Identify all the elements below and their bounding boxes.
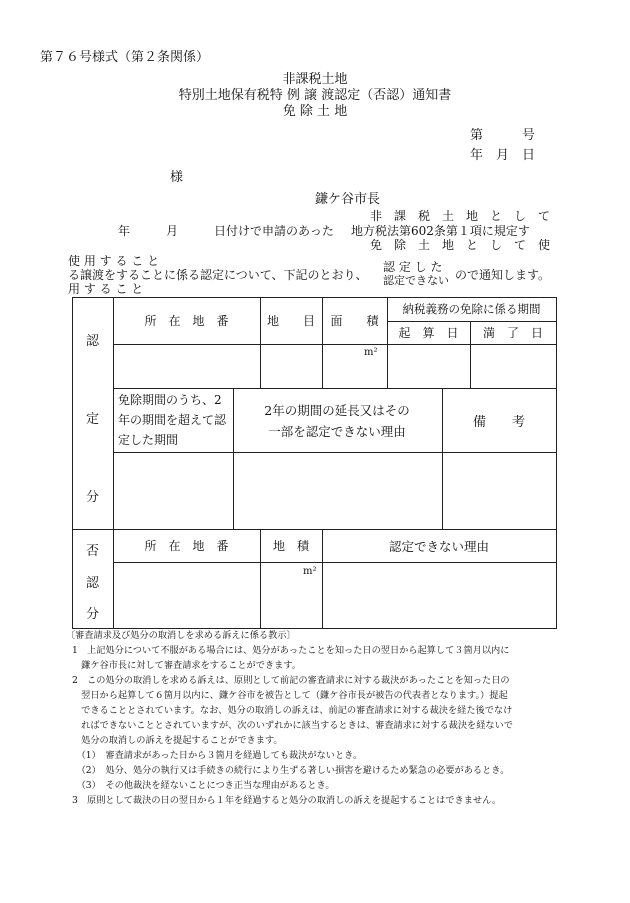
notice-line: 処分の取消しの訴えを提起することができます。	[72, 735, 283, 746]
option-approved: 認 定 し た	[383, 260, 443, 274]
notice-line: できることとされています。なお、処分の取消しの訴えは、前記の審査請求に対する裁決を経た後でなけ	[72, 705, 513, 716]
section-denied-char-1: 否	[86, 544, 100, 559]
appeal-notice	[66, 628, 582, 808]
notice-line: 1 上記処分について不服がある場合には、処分があったことを知った日の翌日から起算して３箇月以内に	[72, 645, 510, 656]
determination-table	[72, 297, 557, 629]
notice-line: 翌日から起算して６箇月以内に、鎌ケ谷市を被告として（鎌ケ谷市長が被告の代表者となります。）提起	[72, 690, 508, 701]
notice-line: 2 この処分の取消しを求める訴えは、原則として前記の審査請求に対する裁決があったことを知った日の	[72, 675, 510, 686]
issuer-name: 鎌ケ谷市長	[315, 192, 381, 207]
form-number: 第７６号様式（第２条関係）	[40, 50, 210, 65]
statement-ending: ので通知します。	[455, 268, 551, 282]
section-denied-char-3: 分	[86, 607, 100, 622]
law-reference: 地方税法第602条第１項に規定す	[351, 224, 530, 238]
denied-header-reason: 認定できない理由	[388, 538, 489, 554]
notice-line: 3 原則として裁決の日の翌日から１年を経過すると処分の取消しの訴えを提起することはできません。	[72, 795, 502, 806]
section-approved-char-2: 定	[86, 412, 100, 427]
main-statement: る譲渡をすることに係る認定について、下記のとおり、	[68, 268, 368, 282]
header-start-date: 起 算 日	[398, 326, 459, 340]
title-line-exempt: 免 除 土 地	[282, 104, 348, 119]
application-date-text: 年 月 日付けで申請のあった	[118, 224, 334, 238]
denied-header-location: 所 在 地 番	[144, 539, 229, 553]
section-approved-char-1: 認	[86, 334, 100, 349]
appeal-notice-heading: 〔審査請求及び処分の取消しを求める訴えに係る教示〕	[66, 630, 296, 641]
addressee-suffix: 様	[170, 170, 184, 185]
header-area: 面 積	[330, 314, 379, 328]
document-title: 特別土地保有税特 例 譲 渡認定（否認）通知書	[178, 88, 452, 103]
option-denied: 認定できない	[383, 274, 449, 287]
option-exempt-land: 免 除 土 地 と し て 使	[370, 238, 551, 252]
header-location: 所 在 地 番	[144, 314, 229, 328]
section-denied-char-2: 認	[86, 576, 100, 591]
notice-line: ればできないこととされていますが、次のいずれかに該当するときは、審査請求に対する裁決を経ないで	[72, 720, 513, 731]
header-extended-period: 免除期間のうち、2年の期間を超えて認定した期間	[118, 393, 227, 447]
header-remarks: 備 考	[472, 414, 525, 430]
option-use-line: 使 用 す る こ と	[68, 254, 160, 268]
header-exemption-period: 納税義務の免除に係る期間	[402, 302, 541, 316]
document-number: 第 号	[470, 128, 536, 143]
area-unit: m²	[364, 347, 378, 358]
header-end-date: 満 了 日	[482, 326, 543, 340]
denied-area-unit: m²	[303, 566, 317, 577]
issue-date: 年 月 日	[470, 148, 536, 163]
notice-line: 鎌ケ谷市長に対して審査請求をすることができます。	[72, 660, 301, 671]
denied-header-area: 地 積	[272, 539, 309, 553]
header-land-category: 地 目	[266, 314, 315, 328]
section-approved-char-3: 分	[86, 490, 100, 505]
title-line-nontax: 非課税土地	[282, 72, 348, 87]
notice-line: （3） その他裁決を経ないことにつき正当な理由があるとき。	[72, 780, 335, 791]
header-extension-reason: 2年の期間の延長又はその一部を認定できない理由	[264, 403, 410, 439]
notice-line: （2） 処分、処分の執行又は手続きの続行により生ずる著しい損害を避けるため緊急の必要があるとき。	[72, 765, 510, 776]
option-nontax-land: 非 課 税 土 地 と し て	[370, 209, 551, 223]
option-use-line-2: 用 す る こ と	[68, 282, 144, 296]
notice-line: （1） 審査請求があった日から３箇月を経過しても裁決がないとき。	[72, 750, 363, 761]
